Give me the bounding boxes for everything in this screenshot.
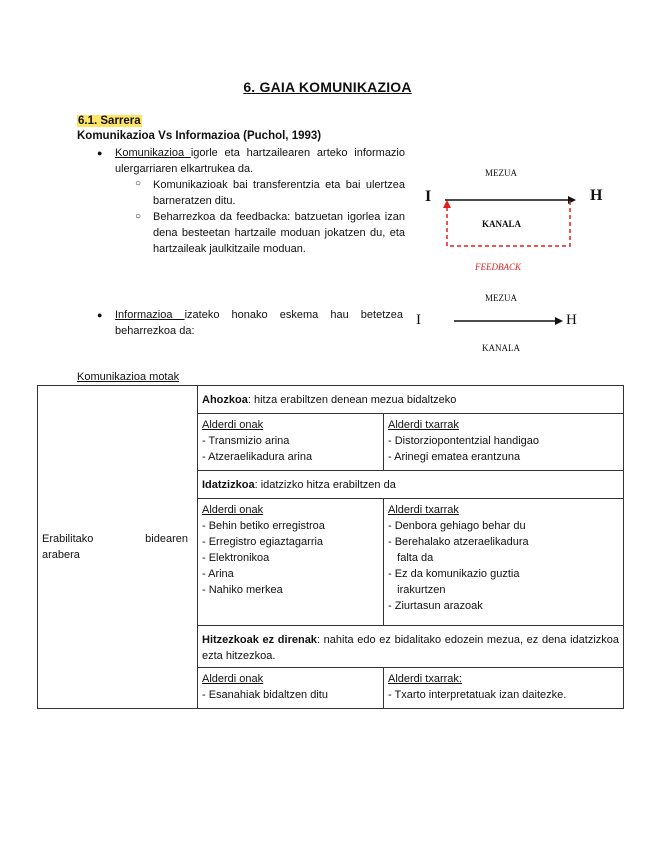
table-caption: Komunikazioa motak	[77, 371, 180, 383]
ahozkoa-pros-cell	[198, 414, 384, 471]
list-item: - Erregistro egiaztagarria	[202, 536, 324, 548]
hitzezkoak-cons-title: Alderdi txarrak:	[388, 673, 462, 685]
list-item: - Denbora gehiago behar du	[388, 520, 526, 532]
list-item: irakurtzen	[388, 584, 446, 596]
hitzezkoak-pros-title: Alderdi onak	[202, 673, 264, 685]
idatzizkoa-title: Idatzizkoa	[202, 479, 255, 491]
row-header-text-2: arabera	[42, 549, 80, 561]
diagram1-channel-label: KANALA	[482, 219, 522, 229]
diagram1-feedback-label: FEEDBACK	[475, 262, 521, 272]
sub-bullet-marker: ○	[135, 178, 142, 189]
diagram2-message-label: MEZUA	[485, 293, 517, 303]
komunikazioa-definition: igorle eta hartzailearen arteko informazio ulergarriaren elkartrukea da.	[115, 147, 405, 175]
list-item: - Esanahiak bidaltzen ditu	[202, 689, 328, 701]
hitzezkoak-title: Hitzezkoak ez direnak	[202, 634, 317, 646]
page-title: 6. GAIA KOMUNIKAZIOA	[243, 79, 412, 95]
idatzizkoa-pros-title: Alderdi onak	[202, 504, 264, 516]
list-item: - Arinegi ematea erantzuna	[388, 451, 521, 463]
idatzizkoa-desc: : idatzizko hitza erabiltzen da	[254, 479, 396, 491]
diagram1-sender-label: I	[425, 188, 432, 205]
list-item: - Behin betiko erregistroa	[202, 520, 325, 532]
sub-bullet-feedback: Beharrezkoa da feedbacka: batzuetan igorlea izan dena besteetan hartzaile moduan jokatzen du, eta hartzaileak jaulkitzaile moduan.	[153, 211, 405, 255]
information-arrowhead	[555, 317, 563, 325]
ahozkoa-desc: : hitza erabiltzen denean mezua bidaltzeko	[247, 394, 457, 406]
list-item: - Ez da komunikazio guztia	[388, 568, 520, 580]
idatzizkoa-pros-cell	[198, 499, 384, 626]
feedback-arrowhead	[443, 200, 451, 208]
diagram2-receiver-label: H	[566, 312, 577, 328]
list-item: - Transmizio arina	[202, 435, 290, 447]
list-item: - Elektronikoa	[202, 552, 270, 564]
diagram1-receiver-label: H	[590, 187, 603, 204]
list-item: - Arina	[202, 568, 234, 580]
ahozkoa-pros-title: Alderdi onak	[202, 419, 264, 431]
diagram1-message-label: MEZUA	[485, 168, 517, 178]
hitzezkoak-cons-cell	[384, 668, 624, 709]
diagram2-channel-label: KANALA	[482, 343, 520, 353]
idatzizkoa-cons-title: Alderdi txarrak	[388, 504, 459, 516]
ahozkoa-cons-cell	[384, 414, 624, 471]
bullet-informazioa	[115, 307, 403, 339]
list-item: - Distorziopontentzial handigao	[388, 435, 540, 447]
bullet-marker: ●	[97, 148, 103, 158]
section-heading: 6.1. Sarrera	[78, 115, 141, 127]
hitzezkoak-desc: : nahita edo ez bidalitako edozein mezua, ez dena idatzizkoa ezta hitzezkoa.	[202, 634, 619, 662]
hitzezkoak-header-cell	[198, 626, 624, 668]
row-header-text: Erabilitako bidearen	[42, 533, 188, 545]
list-item: falta da	[388, 552, 434, 564]
term-informazioa: Informazioa	[115, 309, 185, 321]
row-header-cell	[38, 386, 198, 709]
ahozkoa-title: Ahozkoa	[202, 394, 248, 406]
section-subtitle: Komunikazioa Vs Informazioa (Puchol, 1993)	[77, 130, 322, 142]
sub-bullet-marker: ○	[135, 211, 142, 222]
bullet-marker: ●	[97, 310, 103, 320]
communication-diagram	[420, 165, 620, 275]
diagram2-sender-label: I	[416, 312, 421, 328]
message-arrowhead	[568, 196, 576, 204]
term-komunikazioa: Komunikazioa	[115, 147, 191, 159]
hitzezkoak-pros-cell	[198, 668, 384, 709]
bullet-komunikazioa	[115, 145, 405, 177]
information-diagram	[410, 290, 610, 360]
list-item: - Ziurtasun arazoak	[388, 600, 483, 612]
communication-types-table	[37, 385, 624, 709]
list-item: - Nahiko merkea	[202, 584, 283, 596]
list-item: - Atzeraelikadura arina	[202, 451, 313, 463]
list-item: - Txarto interpretatuak izan daitezke.	[388, 689, 567, 701]
informazioa-definition: izateko honako eskema hau betetzea beharrezkoa da:	[115, 309, 403, 337]
idatzizkoa-header-cell	[198, 471, 624, 499]
sub-bullet-transferentzia: Komunikazioak bai transferentzia eta bai ulertzea barneratzen ditu.	[153, 179, 405, 207]
ahozkoa-header-cell	[198, 386, 624, 414]
ahozkoa-cons-title: Alderdi txarrak	[388, 419, 459, 431]
list-item: - Berehalako atzeraelikadura	[388, 536, 529, 548]
idatzizkoa-cons-cell	[384, 499, 624, 626]
table-row	[38, 386, 624, 414]
